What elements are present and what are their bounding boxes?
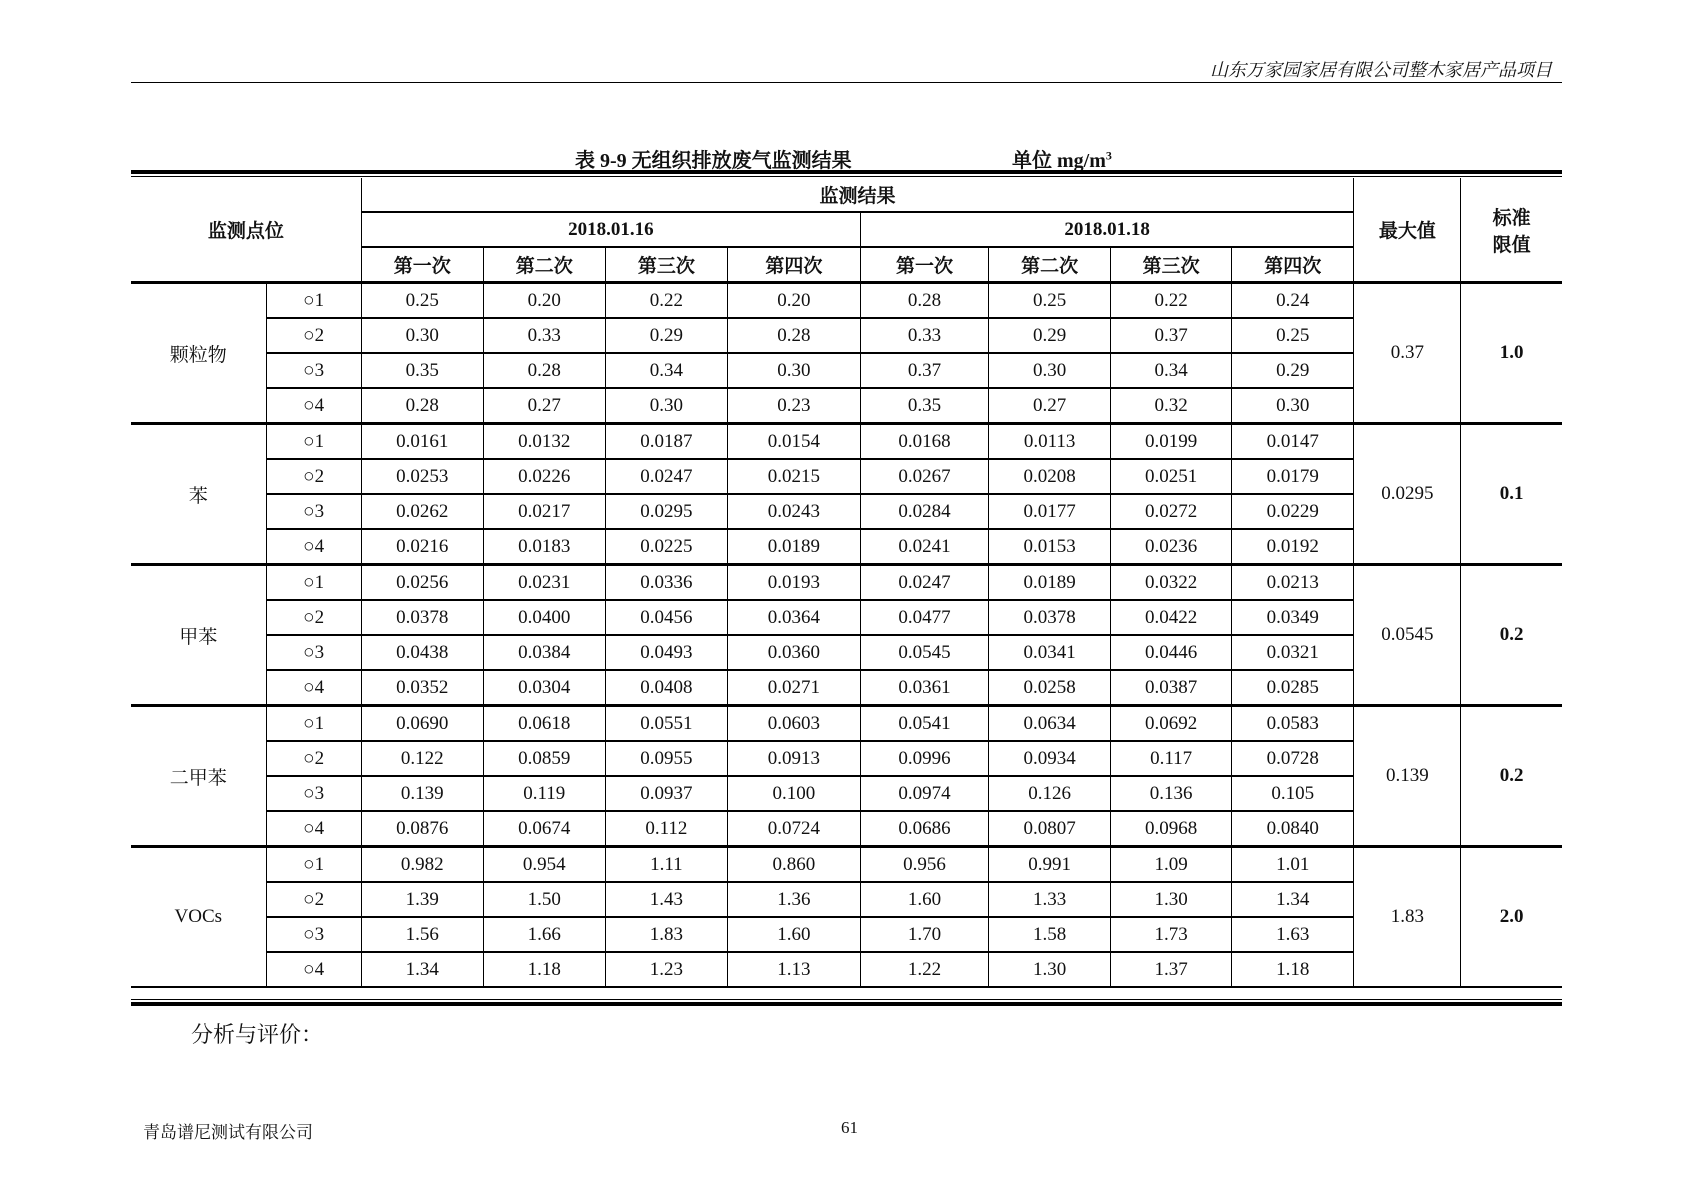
measurement-value: 0.0859 bbox=[483, 741, 605, 776]
measurement-value: 0.22 bbox=[605, 283, 727, 319]
header-time-1: 第一次 bbox=[860, 247, 988, 283]
measurement-value: 0.28 bbox=[727, 318, 860, 353]
measurement-value: 0.0378 bbox=[361, 600, 483, 635]
measurement-value: 0.0216 bbox=[361, 529, 483, 565]
measurement-value: 0.126 bbox=[989, 776, 1111, 811]
unit-superscript: 3 bbox=[1105, 148, 1112, 163]
measurement-value: 0.954 bbox=[483, 847, 605, 883]
measurement-value: 0.29 bbox=[605, 318, 727, 353]
measurement-value: 0.30 bbox=[727, 353, 860, 388]
analysis-heading: 分析与评价： bbox=[191, 1022, 324, 1047]
table-row bbox=[131, 283, 1562, 319]
measurement-value: 1.34 bbox=[1232, 882, 1354, 917]
monitoring-point: ○3 bbox=[266, 635, 361, 670]
measurement-value: 0.37 bbox=[860, 353, 988, 388]
measurement-value: 0.0177 bbox=[989, 494, 1111, 529]
pollutant-name: 二甲苯 bbox=[131, 706, 266, 847]
measurement-value: 0.0213 bbox=[1232, 565, 1354, 601]
measurement-value: 0.982 bbox=[361, 847, 483, 883]
monitoring-point: ○3 bbox=[266, 776, 361, 811]
monitoring-point: ○1 bbox=[266, 706, 361, 742]
header-time-3: 第三次 bbox=[1111, 247, 1232, 283]
header-time-4: 第四次 bbox=[1232, 247, 1354, 283]
measurement-value: 0.0968 bbox=[1111, 811, 1232, 847]
measurement-value: 0.29 bbox=[1232, 353, 1354, 388]
pollutant-name: 甲苯 bbox=[131, 565, 266, 706]
measurement-value: 0.0208 bbox=[989, 459, 1111, 494]
measurement-value: 0.0996 bbox=[860, 741, 988, 776]
measurement-value: 1.36 bbox=[727, 882, 860, 917]
measurement-value: 0.28 bbox=[361, 388, 483, 424]
monitoring-point: ○4 bbox=[266, 670, 361, 706]
measurement-value: 0.0400 bbox=[483, 600, 605, 635]
measurement-value: 0.34 bbox=[605, 353, 727, 388]
measurement-value: 0.0728 bbox=[1232, 741, 1354, 776]
measurement-value: 0.30 bbox=[361, 318, 483, 353]
table-row bbox=[131, 670, 1562, 706]
measurement-value: 0.956 bbox=[860, 847, 988, 883]
measurement-value: 0.0215 bbox=[727, 459, 860, 494]
table-row bbox=[131, 600, 1562, 635]
measurement-value: 0.100 bbox=[727, 776, 860, 811]
measurement-value: 0.112 bbox=[605, 811, 727, 847]
measurement-value: 0.0378 bbox=[989, 600, 1111, 635]
measurement-value: 0.0267 bbox=[860, 459, 988, 494]
header-max: 最大值 bbox=[1354, 178, 1461, 283]
measurement-value: 0.30 bbox=[605, 388, 727, 424]
measurement-value: 0.0361 bbox=[860, 670, 988, 706]
table-row bbox=[131, 459, 1562, 494]
page-number: 61 bbox=[841, 1118, 858, 1137]
measurement-value: 0.37 bbox=[1111, 318, 1232, 353]
measurement-value: 0.30 bbox=[1232, 388, 1354, 424]
measurement-value: 0.0226 bbox=[483, 459, 605, 494]
max-value: 1.83 bbox=[1354, 847, 1461, 988]
monitoring-point: ○2 bbox=[266, 318, 361, 353]
measurement-value: 1.83 bbox=[605, 917, 727, 952]
measurement-value: 0.0384 bbox=[483, 635, 605, 670]
measurement-value: 0.0545 bbox=[860, 635, 988, 670]
measurement-value: 0.0974 bbox=[860, 776, 988, 811]
header-time-1: 第一次 bbox=[361, 247, 483, 283]
monitoring-point: ○2 bbox=[266, 459, 361, 494]
measurement-value: 1.58 bbox=[989, 917, 1111, 952]
table-row bbox=[131, 706, 1562, 742]
table-row bbox=[131, 811, 1562, 847]
measurement-value: 0.0183 bbox=[483, 529, 605, 565]
measurement-value: 0.0187 bbox=[605, 424, 727, 460]
max-value: 0.0295 bbox=[1354, 424, 1461, 565]
monitoring-point: ○4 bbox=[266, 952, 361, 987]
measurement-value: 1.33 bbox=[989, 882, 1111, 917]
measurement-value: 0.136 bbox=[1111, 776, 1232, 811]
pollutant-name: 颗粒物 bbox=[131, 283, 266, 424]
table-row bbox=[131, 635, 1562, 670]
measurement-value: 0.0247 bbox=[860, 565, 988, 601]
measurement-value: 0.0295 bbox=[605, 494, 727, 529]
measurement-value: 0.0352 bbox=[361, 670, 483, 706]
monitoring-point: ○1 bbox=[266, 565, 361, 601]
measurement-value: 0.0285 bbox=[1232, 670, 1354, 706]
measurement-value: 0.0236 bbox=[1111, 529, 1232, 565]
measurement-value: 0.32 bbox=[1111, 388, 1232, 424]
measurement-value: 1.30 bbox=[989, 952, 1111, 987]
measurement-value: 0.25 bbox=[989, 283, 1111, 319]
header-time-3: 第三次 bbox=[605, 247, 727, 283]
table-row bbox=[131, 917, 1562, 952]
measurement-value: 0.0551 bbox=[605, 706, 727, 742]
pollutant-name: 苯 bbox=[131, 424, 266, 565]
measurement-value: 1.18 bbox=[483, 952, 605, 987]
measurement-value: 0.0336 bbox=[605, 565, 727, 601]
measurement-value: 0.122 bbox=[361, 741, 483, 776]
measurement-value: 1.11 bbox=[605, 847, 727, 883]
measurement-value: 0.0231 bbox=[483, 565, 605, 601]
header-standard-limit: 标准限值 bbox=[1461, 178, 1562, 283]
measurement-value: 0.0284 bbox=[860, 494, 988, 529]
measurement-value: 0.0724 bbox=[727, 811, 860, 847]
top-rule-thin bbox=[131, 176, 1562, 177]
measurement-value: 0.0241 bbox=[860, 529, 988, 565]
table-row bbox=[131, 353, 1562, 388]
table-row bbox=[131, 424, 1562, 460]
table-row bbox=[131, 565, 1562, 601]
measurement-value: 0.0154 bbox=[727, 424, 860, 460]
header-monitoring-results: 监测结果 bbox=[361, 178, 1354, 212]
measurement-value: 1.43 bbox=[605, 882, 727, 917]
measurement-value: 1.63 bbox=[1232, 917, 1354, 952]
table-caption: 表 9-9 无组织排放废气监测结果 bbox=[575, 150, 852, 172]
measurement-value: 0.30 bbox=[989, 353, 1111, 388]
measurement-value: 0.0256 bbox=[361, 565, 483, 601]
table-row bbox=[131, 494, 1562, 529]
max-value: 0.37 bbox=[1354, 283, 1461, 424]
measurement-value: 0.0322 bbox=[1111, 565, 1232, 601]
table-row bbox=[131, 388, 1562, 424]
measurement-value: 0.20 bbox=[727, 283, 860, 319]
measurement-value: 0.0686 bbox=[860, 811, 988, 847]
measurement-value: 1.09 bbox=[1111, 847, 1232, 883]
measurement-value: 0.0349 bbox=[1232, 600, 1354, 635]
measurement-value: 0.0321 bbox=[1232, 635, 1354, 670]
measurement-value: 0.0189 bbox=[727, 529, 860, 565]
measurement-value: 0.0272 bbox=[1111, 494, 1232, 529]
measurement-value: 1.39 bbox=[361, 882, 483, 917]
measurement-value: 0.0634 bbox=[989, 706, 1111, 742]
monitoring-point: ○1 bbox=[266, 424, 361, 460]
monitoring-point: ○4 bbox=[266, 529, 361, 565]
measurement-value: 0.0168 bbox=[860, 424, 988, 460]
measurement-value: 0.0132 bbox=[483, 424, 605, 460]
table-row bbox=[131, 952, 1562, 987]
bottom-rule-thick bbox=[131, 1002, 1562, 1006]
measurement-value: 0.0477 bbox=[860, 600, 988, 635]
measurement-value: 0.0387 bbox=[1111, 670, 1232, 706]
measurement-value: 0.0271 bbox=[727, 670, 860, 706]
measurement-value: 0.0192 bbox=[1232, 529, 1354, 565]
measurement-value: 0.0217 bbox=[483, 494, 605, 529]
measurement-value: 0.0603 bbox=[727, 706, 860, 742]
pollutant-name: VOCs bbox=[131, 847, 266, 988]
measurement-value: 1.60 bbox=[860, 882, 988, 917]
table-row bbox=[131, 529, 1562, 565]
measurement-value: 0.0493 bbox=[605, 635, 727, 670]
measurement-value: 1.37 bbox=[1111, 952, 1232, 987]
monitoring-point: ○4 bbox=[266, 388, 361, 424]
measurement-value: 0.0674 bbox=[483, 811, 605, 847]
table-row bbox=[131, 776, 1562, 811]
measurement-value: 0.0364 bbox=[727, 600, 860, 635]
measurement-value: 0.119 bbox=[483, 776, 605, 811]
measurement-value: 0.0934 bbox=[989, 741, 1111, 776]
measurement-value: 0.0360 bbox=[727, 635, 860, 670]
monitoring-point: ○2 bbox=[266, 600, 361, 635]
measurement-value: 0.33 bbox=[483, 318, 605, 353]
measurement-value: 1.01 bbox=[1232, 847, 1354, 883]
measurement-value: 0.0913 bbox=[727, 741, 860, 776]
measurement-value: 0.991 bbox=[989, 847, 1111, 883]
measurement-value: 0.22 bbox=[1111, 283, 1232, 319]
measurement-value: 0.0113 bbox=[989, 424, 1111, 460]
measurement-value: 0.0446 bbox=[1111, 635, 1232, 670]
measurement-value: 0.0153 bbox=[989, 529, 1111, 565]
measurement-value: 0.25 bbox=[1232, 318, 1354, 353]
measurement-value: 0.0253 bbox=[361, 459, 483, 494]
measurement-value: 0.0955 bbox=[605, 741, 727, 776]
measurement-value: 0.27 bbox=[483, 388, 605, 424]
table-row bbox=[131, 882, 1562, 917]
measurement-value: 1.50 bbox=[483, 882, 605, 917]
header-date-1: 2018.01.16 bbox=[361, 212, 860, 247]
measurement-value: 0.0408 bbox=[605, 670, 727, 706]
measurement-value: 0.23 bbox=[727, 388, 860, 424]
measurement-value: 0.0807 bbox=[989, 811, 1111, 847]
measurement-value: 1.66 bbox=[483, 917, 605, 952]
running-header: 山东万家园家居有限公司整木家居产品项目 bbox=[1210, 60, 1552, 80]
measurement-value: 1.56 bbox=[361, 917, 483, 952]
table-row bbox=[131, 318, 1562, 353]
monitoring-point: ○3 bbox=[266, 917, 361, 952]
top-rule-thick bbox=[131, 170, 1562, 174]
measurement-value: 0.20 bbox=[483, 283, 605, 319]
measurement-value: 0.0692 bbox=[1111, 706, 1232, 742]
measurement-value: 0.0199 bbox=[1111, 424, 1232, 460]
measurement-value: 0.0189 bbox=[989, 565, 1111, 601]
measurement-value: 0.0247 bbox=[605, 459, 727, 494]
measurement-value: 0.0161 bbox=[361, 424, 483, 460]
measurement-value: 0.0179 bbox=[1232, 459, 1354, 494]
measurement-value: 0.0456 bbox=[605, 600, 727, 635]
measurement-value: 1.34 bbox=[361, 952, 483, 987]
monitoring-point: ○2 bbox=[266, 741, 361, 776]
standard-limit: 0.1 bbox=[1461, 424, 1562, 565]
measurement-value: 0.24 bbox=[1232, 283, 1354, 319]
measurement-value: 0.117 bbox=[1111, 741, 1232, 776]
footer-company: 青岛谱尼测试有限公司 bbox=[143, 1123, 313, 1142]
standard-limit: 2.0 bbox=[1461, 847, 1562, 988]
measurement-value: 0.0258 bbox=[989, 670, 1111, 706]
header-time-2: 第二次 bbox=[989, 247, 1111, 283]
measurement-value: 0.0147 bbox=[1232, 424, 1354, 460]
measurement-value: 1.70 bbox=[860, 917, 988, 952]
table-row bbox=[131, 847, 1562, 883]
max-value: 0.139 bbox=[1354, 706, 1461, 847]
monitoring-point: ○3 bbox=[266, 494, 361, 529]
measurement-value: 0.0262 bbox=[361, 494, 483, 529]
measurement-value: 0.0422 bbox=[1111, 600, 1232, 635]
monitoring-point: ○3 bbox=[266, 353, 361, 388]
measurement-value: 0.0229 bbox=[1232, 494, 1354, 529]
measurement-value: 0.33 bbox=[860, 318, 988, 353]
monitoring-table bbox=[131, 178, 1562, 988]
measurement-value: 0.0618 bbox=[483, 706, 605, 742]
table-row bbox=[131, 741, 1562, 776]
measurement-value: 0.0225 bbox=[605, 529, 727, 565]
standard-limit: 0.2 bbox=[1461, 565, 1562, 706]
measurement-value: 0.35 bbox=[361, 353, 483, 388]
measurement-value: 1.30 bbox=[1111, 882, 1232, 917]
header-rule bbox=[131, 82, 1562, 83]
header-date-2: 2018.01.18 bbox=[860, 212, 1353, 247]
monitoring-point: ○1 bbox=[266, 847, 361, 883]
measurement-value: 1.22 bbox=[860, 952, 988, 987]
max-value: 0.0545 bbox=[1354, 565, 1461, 706]
header-time-2: 第二次 bbox=[483, 247, 605, 283]
measurement-value: 0.0251 bbox=[1111, 459, 1232, 494]
measurement-value: 0.0840 bbox=[1232, 811, 1354, 847]
measurement-value: 1.23 bbox=[605, 952, 727, 987]
measurement-value: 0.0243 bbox=[727, 494, 860, 529]
header-time-4: 第四次 bbox=[727, 247, 860, 283]
unit-text: 单位 mg/m bbox=[1012, 150, 1106, 172]
header-monitoring-point: 监测点位 bbox=[131, 178, 361, 283]
measurement-value: 0.0438 bbox=[361, 635, 483, 670]
measurement-value: 1.73 bbox=[1111, 917, 1232, 952]
measurement-value: 0.0341 bbox=[989, 635, 1111, 670]
measurement-value: 1.18 bbox=[1232, 952, 1354, 987]
measurement-value: 0.0583 bbox=[1232, 706, 1354, 742]
measurement-value: 0.139 bbox=[361, 776, 483, 811]
measurement-value: 1.60 bbox=[727, 917, 860, 952]
measurement-value: 0.0937 bbox=[605, 776, 727, 811]
measurement-value: 0.0690 bbox=[361, 706, 483, 742]
monitoring-point: ○2 bbox=[266, 882, 361, 917]
measurement-value: 0.105 bbox=[1232, 776, 1354, 811]
measurement-value: 0.0193 bbox=[727, 565, 860, 601]
measurement-value: 1.13 bbox=[727, 952, 860, 987]
measurement-value: 0.0541 bbox=[860, 706, 988, 742]
bottom-rule-thin bbox=[131, 999, 1562, 1000]
monitoring-point: ○1 bbox=[266, 283, 361, 319]
table-unit bbox=[1012, 144, 1112, 173]
measurement-value: 0.860 bbox=[727, 847, 860, 883]
standard-limit: 0.2 bbox=[1461, 706, 1562, 847]
measurement-value: 0.27 bbox=[989, 388, 1111, 424]
measurement-value: 0.35 bbox=[860, 388, 988, 424]
measurement-value: 0.34 bbox=[1111, 353, 1232, 388]
measurement-value: 0.29 bbox=[989, 318, 1111, 353]
measurement-value: 0.28 bbox=[483, 353, 605, 388]
measurement-value: 0.0304 bbox=[483, 670, 605, 706]
measurement-value: 0.0876 bbox=[361, 811, 483, 847]
measurement-value: 0.25 bbox=[361, 283, 483, 319]
standard-limit: 1.0 bbox=[1461, 283, 1562, 424]
measurement-value: 0.28 bbox=[860, 283, 988, 319]
monitoring-point: ○4 bbox=[266, 811, 361, 847]
